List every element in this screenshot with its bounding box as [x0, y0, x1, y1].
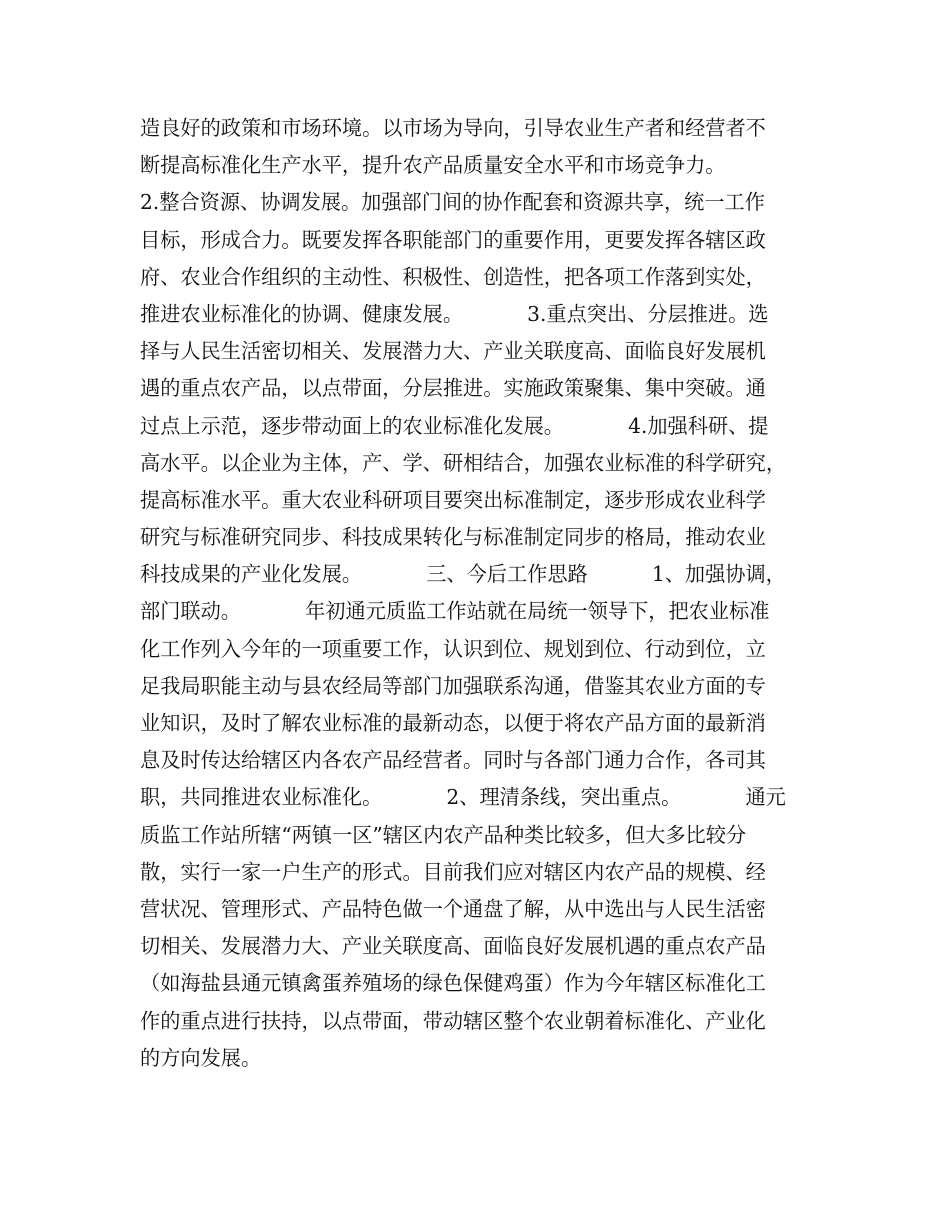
text-line: 化工作列入今年的一项重要工作，认识到位、规划到位、行动到位，立 [140, 636, 766, 661]
text-line: 遇的重点农产品，以点带面，分层推进。实施政策聚集、集中突破。通 [140, 376, 766, 401]
text-line: 质监工作站所辖“两镇一区”辖区内农产品种类比较多，但大多比较分 [140, 822, 747, 847]
text-line: 部门联动。 年初通元质监工作站就在局统一领导下，把农业标准 [140, 599, 770, 624]
text-line: 营状况、管理形式、产品特色做一个通盘了解，从中选出与人民生活密 [140, 896, 766, 921]
text-line: 作的重点进行扶持，以点带面，带动辖区整个农业朝着标准化、产业化 [140, 1008, 766, 1033]
text-line: 研究与标准研究同步、科技成果转化与标准制定同步的格局，推动农业 [140, 525, 766, 550]
text-line: 推进农业标准化的协调、健康发展。 3.重点突出、分层推进。选 [140, 301, 769, 326]
text-line: 择与人民生活密切相关、发展潜力大、产业关联度高、面临良好发展机 [140, 339, 766, 364]
text-line: 科技成果的产业化发展。 三、今后工作思路 1、加强协调， [140, 562, 786, 587]
text-line: 职，共同推进农业标准化。 2、理清条线，突出重点。 通元 [140, 785, 786, 810]
text-line: 目标，形成合力。既要发挥各职能部门的重要作用，更要发挥各辖区政 [140, 227, 766, 252]
text-line: 业知识，及时了解农业标准的最新动态，以便于将农产品方面的最新消 [140, 711, 766, 735]
text-line: 断提高标准化生产水平，提升农产品质量安全水平和市场竞争力。 [140, 153, 726, 178]
text-line: 切相关、发展潜力大、产业关联度高、面临良好发展机遇的重点农产品 [140, 934, 766, 959]
text-line: 府、农业合作组织的主动性、积极性、创造性，把各项工作落到实处， [140, 264, 766, 289]
text-line: （如海盐县通元镇禽蛋养殖场的绿色保健鸡蛋）作为今年辖区标准化工 [140, 971, 766, 996]
text-line: 造良好的政策和市场环境。以市场为导向，引导农业生产者和经营者不 [140, 116, 766, 140]
text-line: 高水平。以企业为主体，产、学、研相结合，加强农业标准的科学研究， [140, 450, 787, 475]
text-line: 过点上示范，逐步带动面上的农业标准化发展。 4.加强科研、提 [140, 413, 769, 438]
text-line: 息及时传达给辖区内各农产品经营者。同时与各部门通力合作，各司其 [140, 748, 766, 773]
body-text [140, 110, 830, 1077]
text-line: 散，实行一家一户生产的形式。目前我们应对辖区内农产品的规模、经 [140, 859, 766, 884]
text-line: 提高标准水平。重大农业科研项目要突出标准制定，逐步形成农业科学 [140, 487, 766, 512]
text-line: 的方向发展。 [140, 1045, 262, 1070]
text-line: 足我局职能主动与县农经局等部门加强联系沟通，借鉴其农业方面的专 [140, 673, 766, 698]
text-line: 2.整合资源、协调发展。加强部门间的协作配套和资源共享，统一工作 [140, 190, 765, 215]
